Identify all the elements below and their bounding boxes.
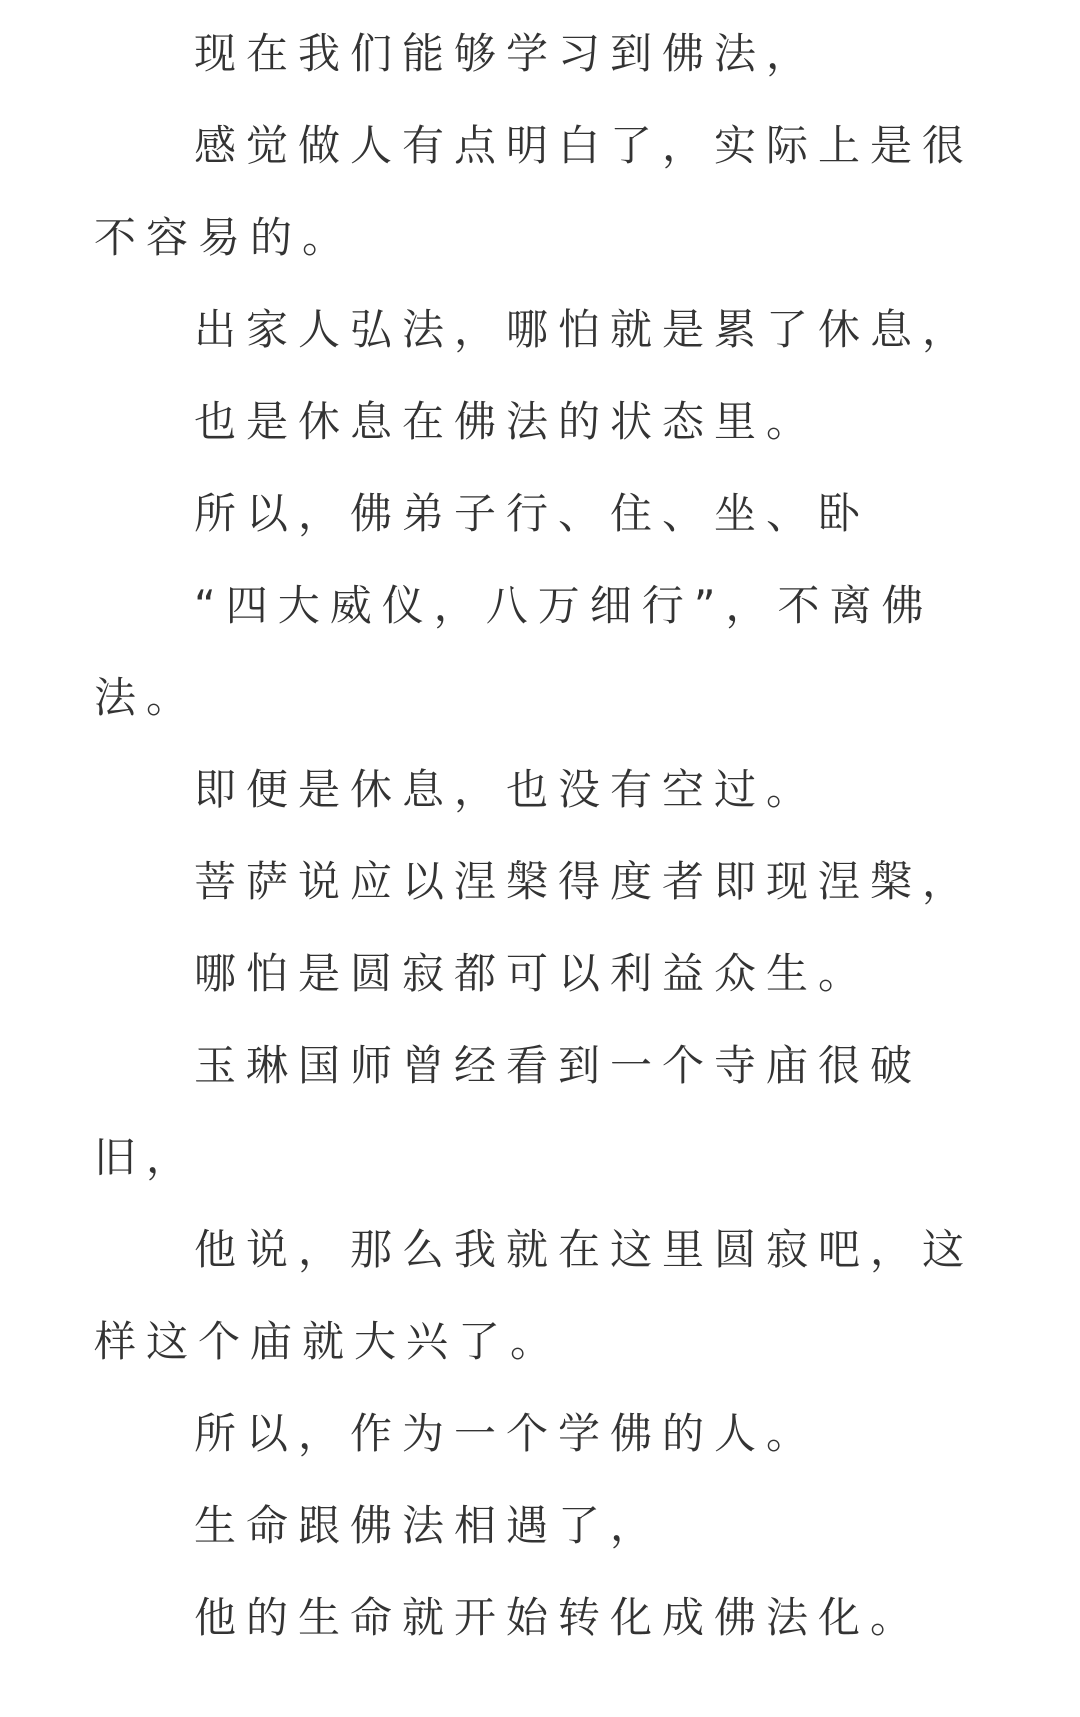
paragraph: 他说，那么我就在这里圆寂吧，这样这个庙就大兴了。 [94,1225,975,1366]
paragraph: 他的生命就开始转化成佛法化。 [194,1593,923,1642]
paragraph: 所以，佛弟子行、住、坐、卧 [194,489,871,538]
paragraph: 菩萨说应以涅槃得度者即现涅槃， [194,857,975,906]
paragraph: 也是休息在佛法的状态里。 [194,397,819,446]
paragraph: 所以，作为一个学佛的人。 [194,1409,819,1458]
paragraph: 感觉做人有点明白了，实际上是很不容易的。 [94,121,975,262]
paragraph: 玉琳国师曾经看到一个寺庙很破旧， [94,1041,923,1182]
paragraph: 生命跟佛法相遇了， [194,1501,663,1550]
paragraph: 哪怕是圆寂都可以利益众生。 [194,949,871,998]
paragraph: “四大威仪，八万细行”，不离佛法。 [94,581,934,722]
paragraph: 现在我们能够学习到佛法， [194,29,819,78]
paragraph: 即便是休息，也没有空过。 [194,765,819,814]
paragraph: 出家人弘法，哪怕就是累了休息， [194,305,975,354]
article-body [94,8,974,1664]
